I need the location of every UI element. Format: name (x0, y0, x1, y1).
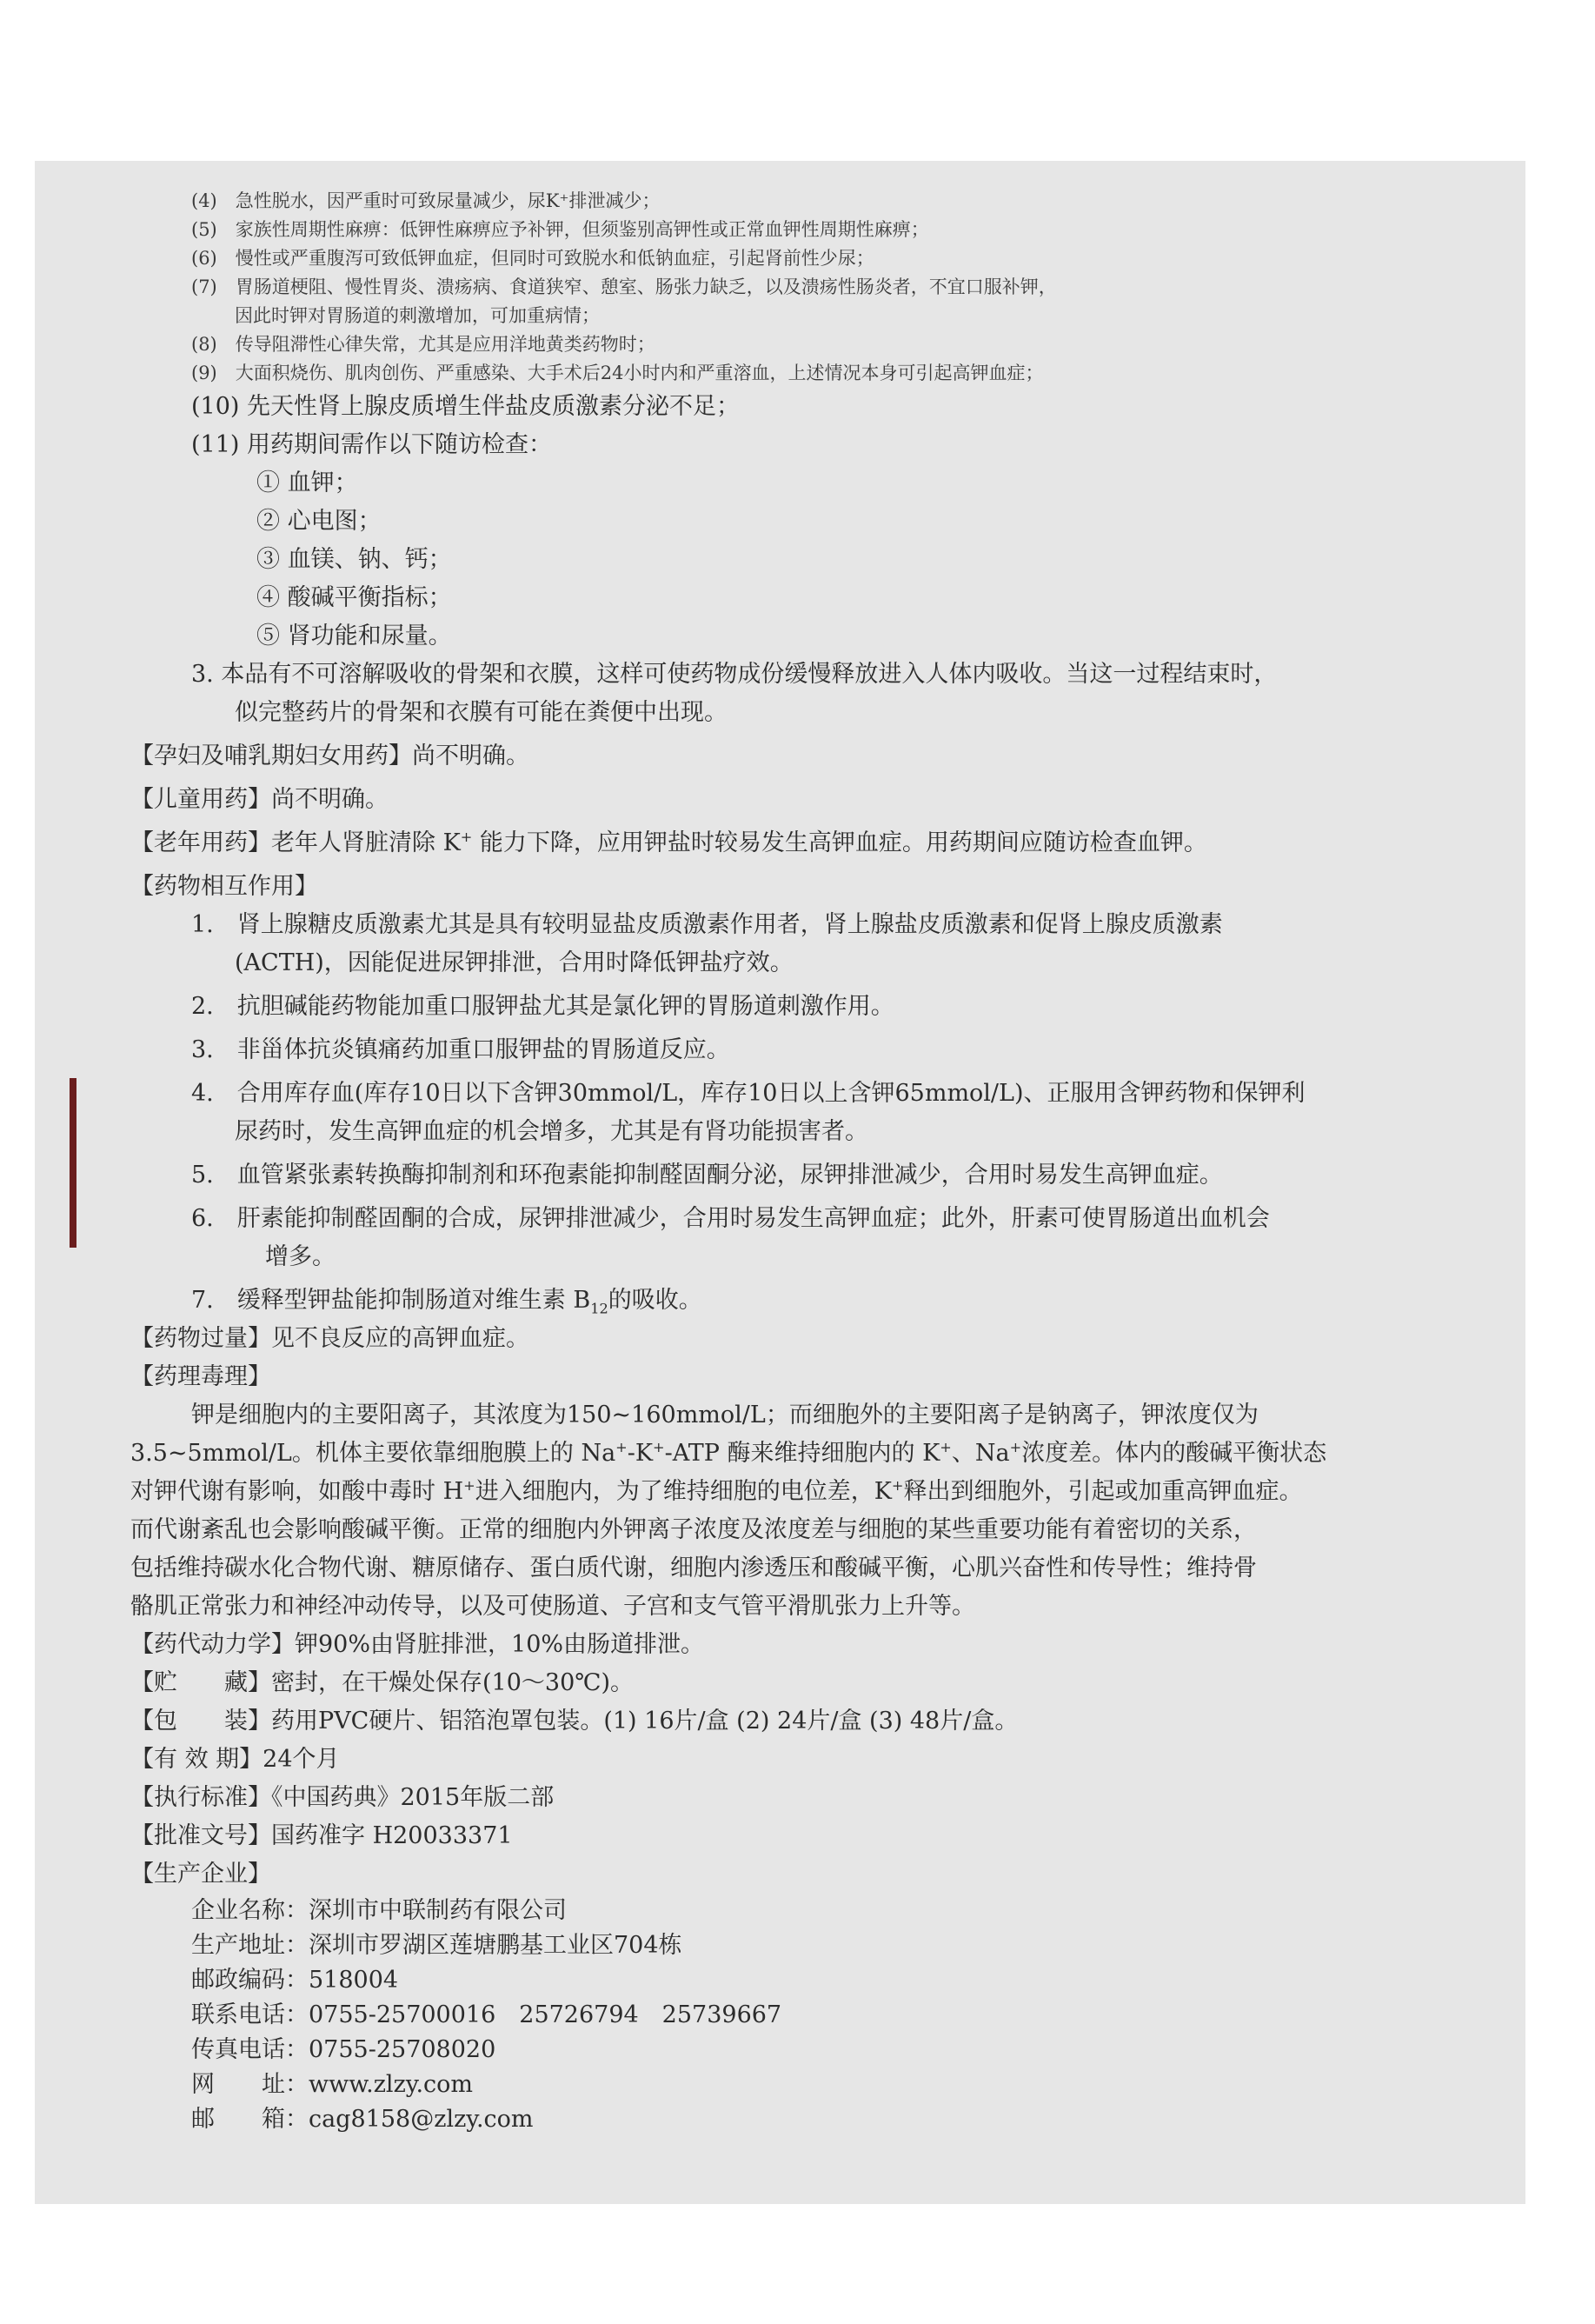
interaction-1-cont: (ACTH)，因能促进尿钾排泄，合用时降低钾盐疗效。 (235, 949, 794, 976)
caution-item-5: (5) 家族性周期性麻痹：低钾性麻痹应予补钾，但须鉴别高钾性或正常血钾性周期性麻痹； (191, 219, 929, 240)
caution-item-7-cont: 因此时钾对胃肠道的刺激增加，可加重病情； (235, 305, 600, 326)
caution-item-4: (4) 急性脱水，因严重时可致尿量减少，尿K⁺排泄减少； (191, 190, 661, 211)
interaction-5: 5. 血管紧张素转换酶抑制剂和环孢素能抑制醛固酮分泌，尿钾排泄减少，合用时易发生高钾血症。 (191, 1162, 1223, 1189)
manufacturer-fax: 传真电话：0755-25708020 (191, 2036, 496, 2063)
interaction-3: 3. 非甾体抗炎镇痛药加重口服钾盐的胃肠道反应。 (191, 1036, 730, 1063)
caution-item-11: (11) 用药期间需作以下随访检查： (191, 431, 553, 458)
section-approval: 【批准文号】国药准字 H20033371 (130, 1822, 513, 1849)
manufacturer-name: 企业名称：深圳市中联制药有限公司 (191, 1897, 567, 1924)
toxicology-line-4: 而代谢紊乱也会影响酸碱平衡。正常的细胞内外钾离子浓度及浓度差与细胞的某些重要功能有着密切的关系， (130, 1516, 1257, 1543)
section-elderly: 【老年用药】老年人肾脏清除 K+ 能力下降，应用钾盐时较易发生高钾血症。用药期间应随访检查血钾。 (130, 829, 1207, 856)
manufacturer-phone: 联系电话：0755-25700016 25726794 25739667 (191, 2001, 782, 2028)
caution-item-9: (9) 大面积烧伤、肌肉创伤、严重感染、大手术后24小时内和严重溶血，上述情况本身可引起高钾血症； (191, 363, 1044, 383)
scanned-page (35, 161, 1525, 2204)
caution-item-7: (7) 胃肠道梗阻、慢性胃炎、溃疡病、食道狭窄、憩室、肠张力缺乏，以及溃疡性肠炎者，不宜口服补钾， (191, 276, 1057, 297)
section-overdose: 【药物过量】见不良反应的高钾血症。 (130, 1325, 529, 1352)
interaction-1: 1. 肾上腺糖皮质激素尤其是具有较明显盐皮质激素作用者，肾上腺盐皮质激素和促肾上腺皮质激素 (191, 911, 1223, 938)
section-validity: 【有 效 期】24个月 (130, 1746, 340, 1773)
interaction-7: 7. 缓释型钾盐能抑制肠道对维生素 $B_{12}$的吸收。 (191, 1287, 702, 1317)
section-storage: 【贮 藏】密封，在干燥处保存(10～30℃)。 (130, 1669, 634, 1696)
toxicology-line-1: 钾是细胞内的主要阳离子，其浓度为150~160mmol/L；而细胞外的主要阳离子是钠离子，钾浓度仅为 (191, 1402, 1259, 1428)
section-manufacturer-title: 【生产企业】 (130, 1861, 271, 1888)
check-item: ① 血钾； (256, 469, 358, 496)
manufacturer-email: 邮 箱：cag8158@zlzy.com (191, 2106, 534, 2133)
toxicology-line-6: 骼肌正常张力和神经冲动传导，以及可使肠道、子宫和支气管平滑肌张力上升等。 (130, 1593, 975, 1620)
section-children: 【儿童用药】尚不明确。 (130, 786, 389, 813)
caution-item-6: (6) 慢性或严重腹泻可致低钾血症，但同时可致脱水和低钠血症，引起肾前性少尿； (191, 248, 874, 269)
caution-item-8: (8) 传导阻滞性心律失常，尤其是应用洋地黄类药物时； (191, 334, 655, 355)
section-package: 【包 装】药用PVC硬片、铝箔泡罩包装。(1) 16片/盒 (2) 24片/盒 (3) 48片/盒。 (130, 1708, 1019, 1735)
section-toxicology-title: 【药理毒理】 (130, 1363, 271, 1390)
interaction-4: 4. 合用库存血(库存10日以下含钾30mmol/L，库存10日以上含钾65mmol/L)、正服用含钾药物和保钾利 (191, 1080, 1306, 1107)
section-standard: 【执行标准】《中国药典》2015年版二部 (130, 1784, 555, 1811)
check-item: ⑤ 肾功能和尿量。 (256, 623, 452, 649)
check-item: ③ 血镁、钠、钙； (256, 546, 452, 573)
interaction-2: 2. 抗胆碱能药物能加重口服钾盐尤其是氯化钾的胃肠道刺激作用。 (191, 993, 894, 1020)
section-interactions-title: 【药物相互作用】 (130, 873, 318, 900)
check-item: ② 心电图； (256, 508, 382, 535)
check-item: ④ 酸碱平衡指标； (256, 584, 452, 611)
binding-edge-mark (70, 1078, 76, 1248)
interaction-4-cont: 尿药时，发生高钾血症的机会增多，尤其是有肾功能损害者。 (235, 1118, 868, 1145)
toxicology-line-2: 3.5~5mmol/L。机体主要依靠细胞膜上的 Na+-K+-ATP 酶来维持细胞内的 K+、Na+浓度差。体内的酸碱平衡状态 (130, 1439, 1327, 1467)
section-pregnancy: 【孕妇及哺乳期妇女用药】尚不明确。 (130, 742, 529, 769)
manufacturer-address: 生产地址：深圳市罗湖区莲塘鹏基工业区704栋 (191, 1932, 682, 1959)
toxicology-line-3: 对钾代谢有影响，如酸中毒时 H+进入细胞内，为了维持细胞的电位差，K+释出到细胞外，引起或加重高钾血症。 (130, 1477, 1303, 1505)
interaction-6-cont: 增多。 (265, 1243, 336, 1270)
caution-item-10: (10) 先天性肾上腺皮质增生伴盐皮质激素分泌不足； (191, 393, 741, 420)
note-3-line-1: 3. 本品有不可溶解吸收的骨架和衣膜，这样可使药物成份缓慢释放进入人体内吸收。当这一过程结束时， (191, 661, 1278, 688)
leaflet-text (130, 187, 1495, 2137)
toxicology-line-5: 包括维持碳水化合物代谢、糖原储存、蛋白质代谢，细胞内渗透压和酸碱平衡，心肌兴奋性和传导性；维持骨 (130, 1555, 1257, 1582)
note-3-line-2: 似完整药片的骨架和衣膜有可能在粪便中出现。 (235, 699, 728, 726)
manufacturer-postcode: 邮政编码：518004 (191, 1967, 399, 1994)
section-pharmacokinetics: 【药代动力学】钾90%由肾脏排泄，10%由肠道排泄。 (130, 1631, 705, 1658)
manufacturer-website: 网 址：www.zlzy.com (191, 2071, 474, 2098)
interaction-6: 6. 肝素能抑制醛固酮的合成，尿钾排泄减少，合用时易发生高钾血症；此外，肝素可使胃肠道出血机会 (191, 1205, 1270, 1232)
